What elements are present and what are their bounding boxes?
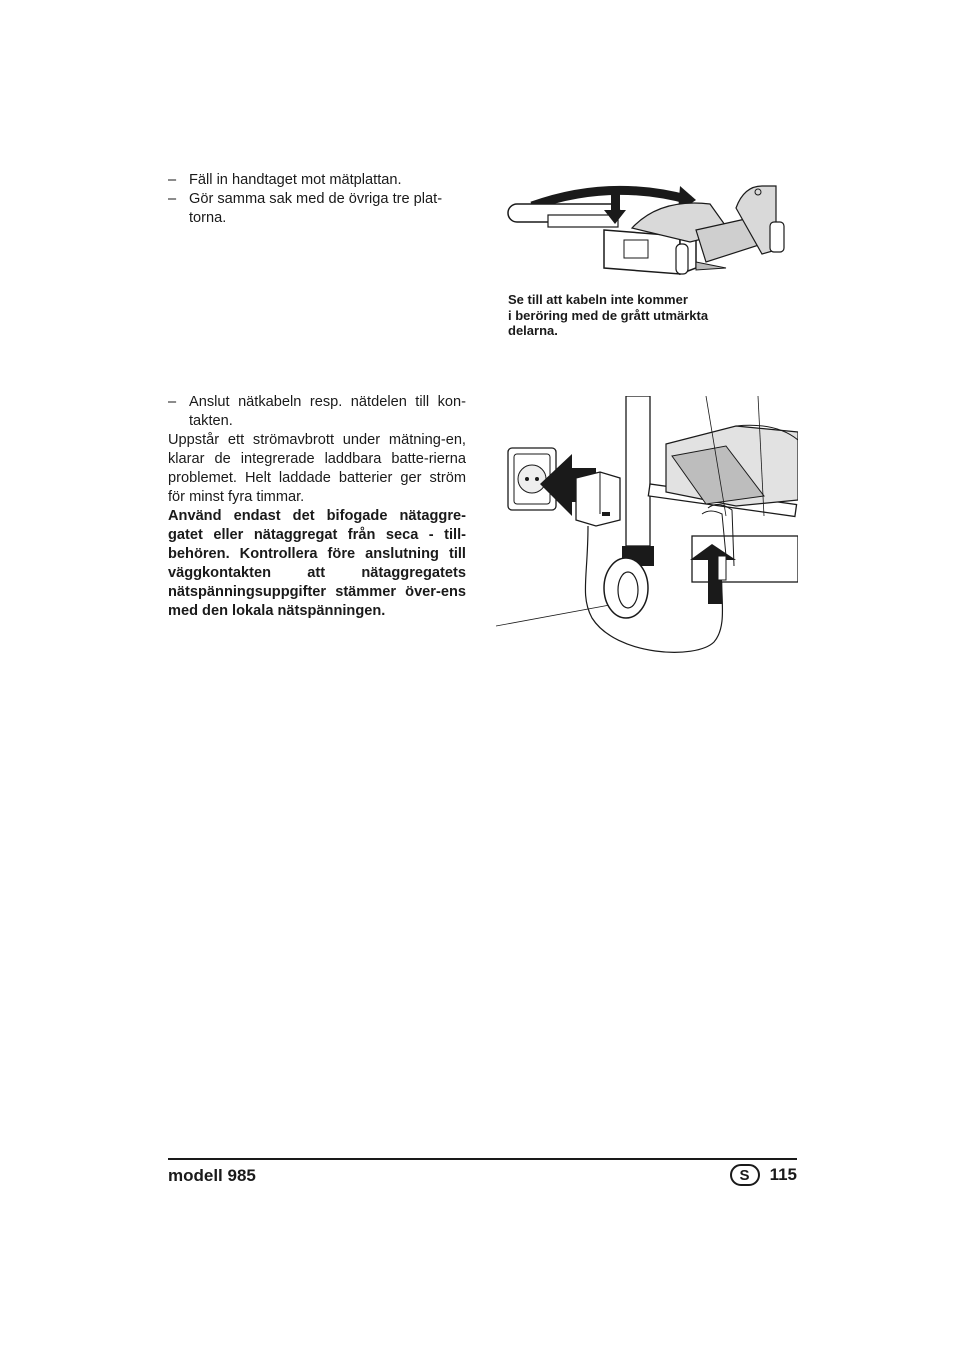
figure-caption: Se till att kabeln inte kommer i beröring med de grått utmärkta delarna. [508,292,709,338]
instruction-text: Anslut nätkabeln resp. nätdelen till kon-takten. [189,394,466,429]
dash-marker: – [168,191,177,207]
language-badge: S [730,1164,760,1186]
instructions-fold-handle [168,171,466,228]
instruction-text: Gör samma sak med de övriga tre plat-torna. [189,191,443,226]
dash-marker: – [168,394,177,410]
footer-divider [168,1158,797,1160]
instruction-item [168,171,466,190]
dash-marker: – [168,172,177,188]
instruction-item [168,190,466,228]
model-label: modell 985 [168,1166,256,1185]
fold-handle-illustration [500,178,800,283]
battery-paragraph: Uppstår ett strömavbrott under mätning-en, klarar de integrerade laddbara batte-rierna problemet. Helt laddade batterier ger ström för minst fyra timmar. [168,432,466,505]
page-number: 115 [769,1165,797,1184]
power-supply-illustration [496,396,798,658]
instruction-item [168,393,466,431]
power-supply-warning: Använd endast det bifogade nätaggre-gatet eller nätaggregat från seca - till-behören. Kontrollera före anslutning till väggkontakten att nätaggregatets nätspänningsuppgifter stämmer över-ens med den lokala nätspänningen. [168,508,466,619]
instruction-text: Fäll in handtaget mot mätplattan. [189,172,402,188]
instructions-power-supply [168,393,466,621]
page-footer-right [730,1164,797,1186]
